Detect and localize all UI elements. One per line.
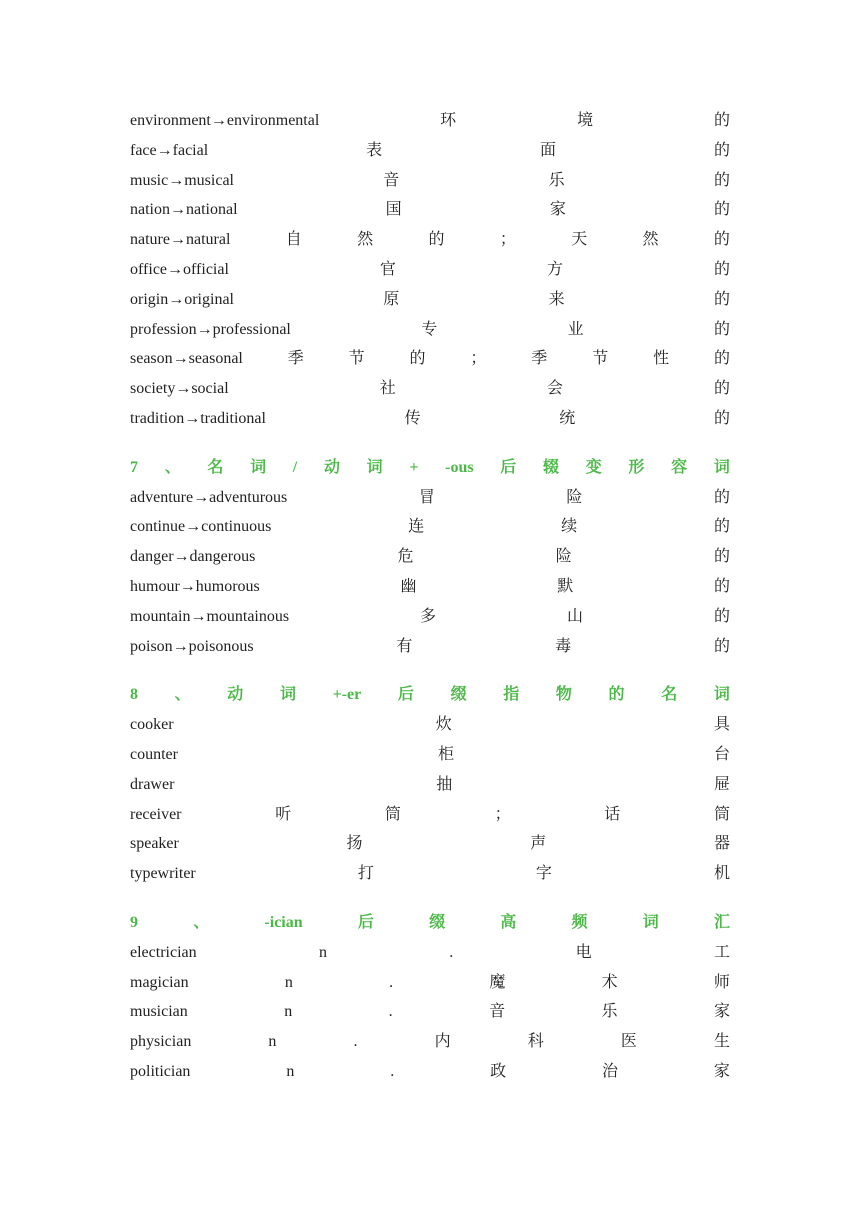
vocab-word: continue→continuous [130,518,272,536]
vocab-meaning-token: 专 [421,318,438,338]
vocab-word: danger→dangerous [130,548,256,566]
vocab-meaning-token: 然 [357,229,374,249]
heading-token: 后 [397,684,414,704]
vocab-word: face→facial [130,141,209,159]
heading-token: 、 [193,911,210,931]
heading-token: 容 [671,456,688,476]
vocab-meaning-token: . [389,973,394,991]
vocab-meaning-token: 炊 [435,714,452,734]
vocab-meaning-token: 的 [713,348,730,368]
vocab-word: magician [130,973,189,991]
vocab-meaning-token: 术 [601,971,618,991]
vocab-meaning-token: ； [499,229,516,249]
vocab-meaning-token: 内 [434,1031,451,1051]
vocab-meaning-token: 的 [713,229,730,249]
heading-token: 、 [174,684,191,704]
vocab-meaning-token: 乐 [601,1001,618,1021]
vocab-word: mountain→mountainous [130,607,290,625]
vocab-meaning-token: 师 [713,971,730,991]
vocab-line [130,135,730,165]
section-heading [130,452,730,482]
vocab-meaning-token: 器 [713,833,730,853]
vocab-meaning-token: 的 [713,199,730,219]
vocab-meaning-token: 有 [396,635,413,655]
heading-token: 形 [628,456,645,476]
vocab-line [130,314,730,344]
vocab-meaning-token: 业 [567,318,584,338]
vocab-meaning-token: 的 [428,229,445,249]
vocab-meaning-token: 筒 [384,803,401,823]
vocab-line [130,482,730,512]
vocab-word: cooker [130,716,174,734]
vocab-meaning-token: 表 [366,139,383,159]
vocab-meaning-token: 柜 [437,743,454,763]
vocab-line [130,709,730,739]
vocab-word: tradition→traditional [130,409,266,427]
vocab-word: politician [130,1062,191,1080]
section-heading [130,679,730,709]
vocab-meaning-token: ； [494,803,511,823]
vocab-line [130,403,730,433]
vocab-word: office→official [130,260,229,278]
vocab-meaning-token: 然 [642,229,659,249]
vocab-word: society→social [130,380,229,398]
vocab-meaning-token: 的 [713,258,730,278]
vocab-meaning-token: 具 [713,714,730,734]
vocab-meaning-token: 境 [577,110,594,129]
vocab-meaning-token: 屉 [713,773,730,793]
heading-token: +-er [332,686,362,704]
heading-token: 7 [130,458,138,476]
vocab-meaning-token: n [318,943,327,961]
heading-token: 词 [713,684,730,704]
heading-token: 名 [661,684,678,704]
vocab-meaning-token: 山 [567,605,584,625]
section-gap [130,433,730,452]
vocab-meaning-token: 官 [379,258,396,278]
vocab-line [130,996,730,1026]
heading-token: / [292,458,298,476]
vocab-meaning-token: 的 [713,605,730,625]
vocab-meaning-token: 幽 [400,575,417,595]
vocab-word: musician [130,1003,188,1021]
vocab-meaning-token: 医 [620,1031,637,1051]
vocab-line [130,937,730,967]
heading-token: 名 [207,456,224,476]
vocab-meaning-token: 字 [535,863,552,883]
vocab-meaning-token: 抽 [436,773,453,793]
vocab-line [130,224,730,254]
vocab-meaning-token: 险 [555,546,572,566]
vocab-meaning-token: . [390,1062,395,1080]
heading-token: 后 [500,456,517,476]
vocab-line [130,571,730,601]
vocab-meaning-token: 的 [713,486,730,506]
vocab-meaning-token: 面 [540,139,557,159]
vocab-line [130,967,730,997]
vocab-word: drawer [130,775,175,793]
vocab-word: receiver [130,805,182,823]
heading-token: 词 [279,684,296,704]
vocab-meaning-token: 社 [379,378,396,398]
vocab-word: profession→professional [130,320,291,338]
vocab-word: poison→poisonous [130,637,254,655]
vocab-meaning-token: 连 [408,516,425,536]
vocab-word: physician [130,1033,192,1051]
vocab-line [130,1056,730,1086]
heading-token: 辍 [543,456,560,476]
heading-token: 高 [500,911,517,931]
vocab-meaning-token: 家 [549,199,566,219]
vocab-meaning-token: 打 [357,863,374,883]
vocab-meaning-token: . [449,943,454,961]
vocab-line [130,105,730,135]
vocab-meaning-token: 的 [713,575,730,595]
vocab-meaning-token: . [388,1003,393,1021]
vocab-line [130,739,730,769]
vocab-meaning-token: 的 [713,378,730,398]
vocab-line [130,165,730,195]
vocab-meaning-token: 声 [530,833,547,853]
vocab-meaning-token: 生 [713,1031,730,1051]
vocab-meaning-token: 国 [385,199,402,219]
heading-token: 物 [555,684,572,704]
vocab-meaning-token: 性 [653,348,670,368]
vocab-meaning-token: 话 [604,803,621,823]
vocab-meaning-token: 的 [713,407,730,427]
vocab-meaning-token: 的 [713,318,730,338]
vocab-word: origin→original [130,290,234,308]
vocab-meaning-token: 魔 [489,971,506,991]
vocab-line [130,373,730,403]
vocab-meaning-token: 的 [713,546,730,566]
vocab-line [130,601,730,631]
document-page [130,105,730,1086]
vocab-word: nature→natural [130,231,231,249]
heading-token: 、 [164,456,181,476]
vocab-meaning-token: 筒 [713,803,730,823]
section-gap [130,660,730,679]
heading-token: 指 [503,684,520,704]
vocab-meaning-token: 传 [404,407,421,427]
vocab-word: music→musical [130,171,234,189]
vocab-meaning-token: 扬 [346,833,363,853]
heading-token: 词 [366,456,383,476]
vocab-meaning-token: 的 [713,139,730,159]
heading-token: 的 [608,684,625,704]
heading-token: 缀 [429,911,446,931]
vocab-meaning-token: 险 [566,486,583,506]
vocab-word: counter [130,745,178,763]
vocab-meaning-token: 的 [713,169,730,189]
heading-token: 8 [130,686,138,704]
vocab-meaning-token: 节 [592,348,609,368]
vocab-meaning-token: 原 [383,288,400,308]
vocab-meaning-token: 默 [557,575,574,595]
vocab-meaning-token: 危 [397,546,414,566]
vocab-meaning-token: 家 [713,1060,730,1080]
vocab-word: typewriter [130,865,196,883]
vocab-meaning-token: 台 [713,743,730,763]
vocab-meaning-token: 毒 [555,635,572,655]
vocab-meaning-token: 乐 [548,169,565,189]
vocab-line [130,828,730,858]
vocab-meaning-token: 的 [713,110,730,129]
vocab-meaning-token: 自 [285,229,302,249]
vocab-line [130,799,730,829]
vocab-meaning-token: 方 [546,258,563,278]
vocab-meaning-token: 环 [440,110,457,129]
vocab-meaning-token: 季 [287,348,304,368]
heading-token: 变 [585,456,602,476]
vocab-meaning-token: 的 [713,288,730,308]
vocab-line [130,284,730,314]
vocab-meaning-token: 家 [713,1001,730,1021]
heading-token: 汇 [713,911,730,931]
vocab-meaning-token: 续 [561,516,578,536]
vocab-meaning-token: 的 [713,516,730,536]
vocab-meaning-token: ； [470,348,487,368]
vocab-meaning-token: 政 [490,1060,507,1080]
vocab-line [130,769,730,799]
vocab-line [130,343,730,373]
vocab-word: electrician [130,943,197,961]
vocab-meaning-token: 天 [571,229,588,249]
vocab-word: environment→environmental [130,112,320,129]
heading-token: 9 [130,913,138,931]
vocab-meaning-token: 音 [383,169,400,189]
vocab-meaning-token: 季 [531,348,548,368]
vocab-line [130,1026,730,1056]
heading-token: 后 [357,911,374,931]
section-gap [130,888,730,907]
heading-token: -ous [445,458,474,476]
vocab-line [130,541,730,571]
vocab-meaning-token: 的 [713,635,730,655]
vocab-meaning-token: 电 [575,941,592,961]
vocab-line [130,858,730,888]
vocab-meaning-token: 治 [602,1060,619,1080]
vocab-meaning-token: 来 [548,288,565,308]
vocab-meaning-token: 机 [713,863,730,883]
heading-token: 词 [713,456,730,476]
vocab-meaning-token: 听 [275,803,292,823]
heading-token: 动 [323,456,340,476]
heading-token: 词 [250,456,267,476]
vocab-meaning-token: 冒 [418,486,435,506]
vocab-meaning-token: 工 [713,941,730,961]
vocab-line [130,511,730,541]
heading-token: + [409,458,419,476]
vocab-meaning-token: 音 [489,1001,506,1021]
vocab-meaning-token: n [286,1062,295,1080]
vocab-meaning-token: n [284,1003,293,1021]
vocab-meaning-token: 多 [420,605,437,625]
section-heading [130,907,730,937]
vocab-word: speaker [130,835,179,853]
vocab-meaning-token: . [353,1033,358,1051]
heading-token: -ician [264,913,303,931]
heading-token: 频 [571,911,588,931]
heading-token: 词 [642,911,659,931]
vocab-word: humour→humorous [130,577,260,595]
heading-token: 动 [227,684,244,704]
vocab-meaning-token: 统 [559,407,576,427]
vocab-word: nation→national [130,201,238,219]
vocab-line [130,194,730,224]
vocab-meaning-token: 会 [546,378,563,398]
vocab-meaning-token: n [268,1033,277,1051]
vocab-meaning-token: 节 [348,348,365,368]
vocab-line [130,254,730,284]
vocab-word: season→seasonal [130,350,243,368]
heading-token: 缀 [450,684,467,704]
vocab-word: adventure→adventurous [130,488,288,506]
vocab-meaning-token: n [284,973,293,991]
vocab-meaning-token: 科 [527,1031,544,1051]
vocab-line [130,631,730,661]
vocab-meaning-token: 的 [409,348,426,368]
